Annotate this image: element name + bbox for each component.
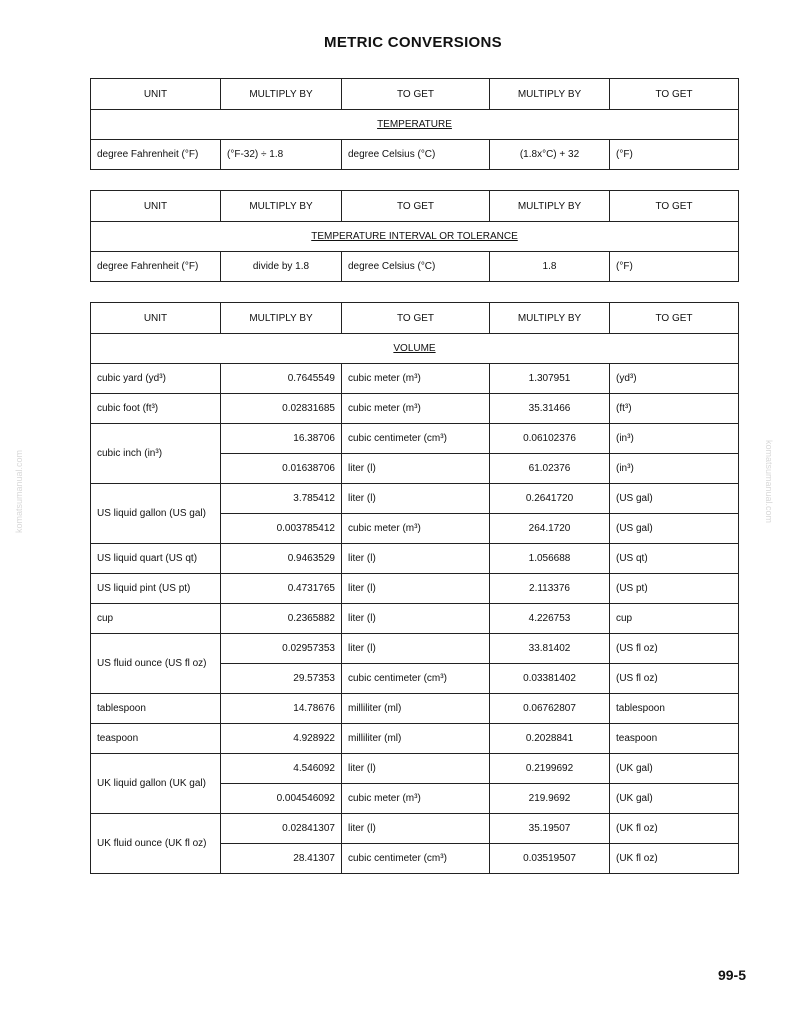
to-get-cell: (in³) (610, 424, 739, 454)
to-get-cell: (UK fl oz) (610, 814, 739, 844)
header-to-get: TO GET (610, 79, 739, 110)
table-row (91, 574, 739, 604)
watermark-left: komatsumanual.com (14, 450, 24, 534)
multiply-cell: 35.19507 (490, 814, 610, 844)
to-get-cell: (°F) (610, 252, 739, 282)
to-get-cell: liter (l) (342, 574, 490, 604)
header-multiply-by: MULTIPLY BY (221, 79, 342, 110)
to-get-cell: (UK gal) (610, 784, 739, 814)
to-get-cell: (yd³) (610, 364, 739, 394)
header-row (91, 191, 739, 222)
table-row (91, 604, 739, 634)
header-multiply-by: MULTIPLY BY (221, 191, 342, 222)
header-to-get: TO GET (610, 191, 739, 222)
section-title: TEMPERATURE (91, 110, 739, 140)
multiply-cell: (°F-32) ÷ 1.8 (221, 140, 342, 170)
multiply-cell: 0.003785412 (221, 514, 342, 544)
to-get-cell: (US pt) (610, 574, 739, 604)
multiply-cell: 1.8 (490, 252, 610, 282)
to-get-cell: liter (l) (342, 814, 490, 844)
unit-cell: teaspoon (91, 724, 221, 754)
header-to-get: TO GET (342, 79, 490, 110)
multiply-cell: 264.1720 (490, 514, 610, 544)
table-row (91, 754, 739, 784)
multiply-cell: 4.546092 (221, 754, 342, 784)
table-row (91, 814, 739, 844)
to-get-cell: cubic centimeter (cm³) (342, 664, 490, 694)
header-to-get: TO GET (610, 303, 739, 334)
unit-cell: degree Fahrenheit (°F) (91, 140, 221, 170)
multiply-cell: 0.02831685 (221, 394, 342, 424)
section-title: VOLUME (91, 334, 739, 364)
multiply-cell: 61.02376 (490, 454, 610, 484)
to-get-cell: cubic meter (m³) (342, 784, 490, 814)
to-get-cell: teaspoon (610, 724, 739, 754)
to-get-cell: cubic meter (m³) (342, 514, 490, 544)
watermark-right: komatsumanual.com (764, 440, 774, 524)
header-multiply-by: MULTIPLY BY (490, 303, 610, 334)
table-row (91, 544, 739, 574)
unit-cell: cubic yard (yd³) (91, 364, 221, 394)
to-get-cell: (US fl oz) (610, 634, 739, 664)
to-get-cell: milliliter (ml) (342, 694, 490, 724)
multiply-cell: 0.06102376 (490, 424, 610, 454)
multiply-cell: 0.2365882 (221, 604, 342, 634)
to-get-cell: cubic meter (m³) (342, 364, 490, 394)
multiply-cell: divide by 1.8 (221, 252, 342, 282)
to-get-cell: cubic centimeter (cm³) (342, 844, 490, 874)
to-get-cell: liter (l) (342, 754, 490, 784)
table-row (91, 394, 739, 424)
table-row (91, 724, 739, 754)
header-row (91, 303, 739, 334)
to-get-cell: liter (l) (342, 484, 490, 514)
multiply-cell: 0.9463529 (221, 544, 342, 574)
unit-cell: cup (91, 604, 221, 634)
table-row (91, 364, 739, 394)
multiply-cell: 0.06762807 (490, 694, 610, 724)
table-row (91, 634, 739, 664)
multiply-cell: 0.2641720 (490, 484, 610, 514)
to-get-cell: (US gal) (610, 514, 739, 544)
multiply-cell: 33.81402 (490, 634, 610, 664)
section-title: TEMPERATURE INTERVAL OR TOLERANCE (91, 222, 739, 252)
to-get-cell: degree Celsius (°C) (342, 140, 490, 170)
to-get-cell: liter (l) (342, 634, 490, 664)
header-multiply-by: MULTIPLY BY (490, 79, 610, 110)
to-get-cell: (US qt) (610, 544, 739, 574)
header-multiply-by: MULTIPLY BY (490, 191, 610, 222)
to-get-cell: degree Celsius (°C) (342, 252, 490, 282)
to-get-cell: milliliter (ml) (342, 724, 490, 754)
multiply-cell: 3.785412 (221, 484, 342, 514)
page-number: 99-5 (717, 967, 746, 983)
header-unit: UNIT (91, 191, 221, 222)
page-title: METRIC CONVERSIONS (324, 34, 502, 51)
multiply-cell: 0.4731765 (221, 574, 342, 604)
volume-table (90, 302, 739, 874)
multiply-cell: 35.31466 (490, 394, 610, 424)
multiply-cell: 16.38706 (221, 424, 342, 454)
table-row (91, 424, 739, 454)
table-row (91, 694, 739, 724)
unit-cell: US liquid gallon (US gal) (91, 484, 221, 544)
multiply-cell: 0.03519507 (490, 844, 610, 874)
to-get-cell: liter (l) (342, 454, 490, 484)
multiply-cell: 0.01638706 (221, 454, 342, 484)
to-get-cell: (US gal) (610, 484, 739, 514)
multiply-cell: 14.78676 (221, 694, 342, 724)
table-row (91, 484, 739, 514)
header-multiply-by: MULTIPLY BY (221, 303, 342, 334)
multiply-cell: 1.056688 (490, 544, 610, 574)
temperature-table (90, 78, 739, 170)
table-row (91, 252, 739, 282)
multiply-cell: 0.02841307 (221, 814, 342, 844)
unit-cell: UK liquid gallon (UK gal) (91, 754, 221, 814)
unit-cell: US liquid quart (US qt) (91, 544, 221, 574)
multiply-cell: 4.928922 (221, 724, 342, 754)
multiply-cell: 4.226753 (490, 604, 610, 634)
unit-cell: UK fluid ounce (UK fl oz) (91, 814, 221, 874)
header-row (91, 79, 739, 110)
to-get-cell: tablespoon (610, 694, 739, 724)
unit-cell: US liquid pint (US pt) (91, 574, 221, 604)
multiply-cell: 0.2199692 (490, 754, 610, 784)
multiply-cell: 0.7645549 (221, 364, 342, 394)
multiply-cell: 219.9692 (490, 784, 610, 814)
header-unit: UNIT (91, 79, 221, 110)
temperature-interval-table (90, 190, 739, 282)
to-get-cell: (ft³) (610, 394, 739, 424)
table-row (91, 140, 739, 170)
multiply-cell: (1.8x°C) + 32 (490, 140, 610, 170)
multiply-cell: 2.113376 (490, 574, 610, 604)
multiply-cell: 1.307951 (490, 364, 610, 394)
to-get-cell: cup (610, 604, 739, 634)
to-get-cell: (in³) (610, 454, 739, 484)
to-get-cell: (UK fl oz) (610, 844, 739, 874)
to-get-cell: (UK gal) (610, 754, 739, 784)
unit-cell: cubic inch (in³) (91, 424, 221, 484)
to-get-cell: liter (l) (342, 544, 490, 574)
multiply-cell: 28.41307 (221, 844, 342, 874)
header-to-get: TO GET (342, 303, 490, 334)
to-get-cell: cubic meter (m³) (342, 394, 490, 424)
header-unit: UNIT (91, 303, 221, 334)
to-get-cell: (US fl oz) (610, 664, 739, 694)
to-get-cell: cubic centimeter (cm³) (342, 424, 490, 454)
to-get-cell: liter (l) (342, 604, 490, 634)
unit-cell: degree Fahrenheit (°F) (91, 252, 221, 282)
multiply-cell: 29.57353 (221, 664, 342, 694)
header-to-get: TO GET (342, 191, 490, 222)
multiply-cell: 0.2028841 (490, 724, 610, 754)
unit-cell: US fluid ounce (US fl oz) (91, 634, 221, 694)
volume-rows (91, 364, 739, 874)
multiply-cell: 0.004546092 (221, 784, 342, 814)
unit-cell: tablespoon (91, 694, 221, 724)
multiply-cell: 0.03381402 (490, 664, 610, 694)
unit-cell: cubic foot (ft³) (91, 394, 221, 424)
multiply-cell: 0.02957353 (221, 634, 342, 664)
to-get-cell: (°F) (610, 140, 739, 170)
